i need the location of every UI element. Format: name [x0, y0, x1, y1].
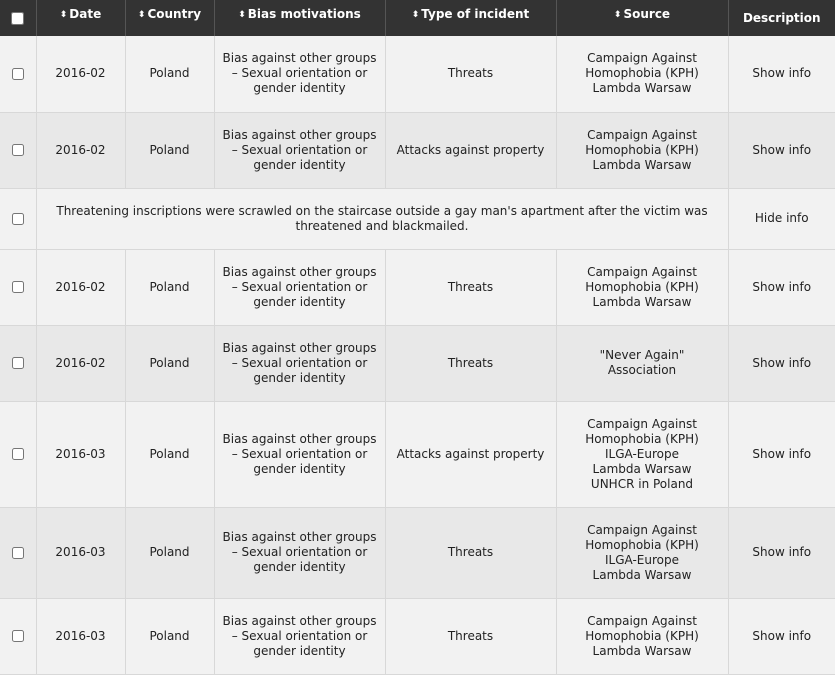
cell-date: 2016-02: [36, 249, 125, 325]
cell-country: Poland: [125, 401, 214, 507]
row-checkbox[interactable]: [12, 68, 24, 80]
table-row: [0, 507, 835, 598]
source-line: Campaign Against: [587, 522, 697, 537]
cell-type: Attacks against property: [385, 401, 556, 507]
column-header-description: Description: [728, 0, 835, 36]
cell-bias: Bias against other groups – Sexual orientation or gender identity: [214, 507, 385, 598]
table-row: [0, 249, 835, 325]
source-line: ILGA-Europe: [605, 552, 679, 567]
cell-date: 2016-02: [36, 112, 125, 188]
cell-bias: Bias against other groups – Sexual orientation or gender identity: [214, 36, 385, 112]
detail-row: [0, 188, 835, 249]
select-all-checkbox[interactable]: [11, 12, 24, 25]
source-line: Homophobia (KPH): [585, 142, 699, 157]
source-line: Lambda Warsaw: [592, 567, 692, 582]
sort-icon: ⬍: [137, 10, 146, 20]
source-line: Homophobia (KPH): [585, 537, 699, 552]
cell-source: [556, 249, 728, 325]
cell-type: Threats: [385, 36, 556, 112]
cell-date: 2016-03: [36, 507, 125, 598]
cell-country: Poland: [125, 112, 214, 188]
sort-icon: ⬍: [613, 10, 622, 20]
show-info-toggle[interactable]: Show info: [728, 598, 835, 674]
cell-source: [556, 598, 728, 674]
show-info-toggle[interactable]: Show info: [728, 401, 835, 507]
row-checkbox[interactable]: [12, 281, 24, 293]
table-row: [0, 325, 835, 401]
row-checkbox[interactable]: [12, 144, 24, 156]
cell-bias: Bias against other groups – Sexual orientation or gender identity: [214, 401, 385, 507]
cell-type: Threats: [385, 249, 556, 325]
source-line: Homophobia (KPH): [585, 628, 699, 643]
source-line: "Never Again" Association: [599, 348, 685, 377]
table-row: [0, 598, 835, 674]
cell-country: Poland: [125, 325, 214, 401]
row-checkbox[interactable]: [12, 357, 24, 369]
column-header-source[interactable]: ⬍ Source: [556, 0, 728, 36]
sort-icon: ⬍: [238, 10, 246, 20]
row-checkbox[interactable]: [12, 448, 24, 460]
incident-description: Threatening inscriptions were scrawled on the staircase outside a gay man's apartment after the victim was threatened and blackmailed.: [36, 188, 728, 249]
cell-bias: Bias against other groups – Sexual orientation or gender identity: [214, 598, 385, 674]
source-line: ILGA-Europe: [605, 446, 679, 461]
table-header-row: [0, 0, 835, 36]
column-header-type[interactable]: ⬍ Type of incident: [385, 0, 556, 36]
source-line: Homophobia (KPH): [585, 66, 699, 81]
cell-country: Poland: [125, 249, 214, 325]
cell-bias: Bias against other groups – Sexual orientation or gender identity: [214, 112, 385, 188]
cell-source: [556, 325, 728, 401]
source-line: Lambda Warsaw: [592, 294, 692, 309]
cell-type: Threats: [385, 598, 556, 674]
row-checkbox[interactable]: [12, 213, 24, 225]
table-row: [0, 401, 835, 507]
show-info-toggle[interactable]: Show info: [728, 112, 835, 188]
sort-icon: ⬍: [411, 10, 420, 20]
cell-type: Attacks against property: [385, 112, 556, 188]
source-line: Homophobia (KPH): [585, 279, 699, 294]
cell-country: Poland: [125, 507, 214, 598]
row-checkbox[interactable]: [12, 630, 24, 642]
cell-source: [556, 401, 728, 507]
column-header-bias[interactable]: ⬍ Bias motivations: [214, 0, 385, 36]
cell-bias: Bias against other groups – Sexual orientation or gender identity: [214, 249, 385, 325]
show-info-toggle[interactable]: Show info: [728, 36, 835, 112]
source-line: Lambda Warsaw: [592, 157, 692, 172]
cell-date: 2016-03: [36, 598, 125, 674]
cell-country: Poland: [125, 36, 214, 112]
cell-type: Threats: [385, 507, 556, 598]
show-info-toggle[interactable]: Show info: [728, 249, 835, 325]
source-line: Campaign Against: [587, 264, 697, 279]
column-header-country[interactable]: ⬍ Country: [125, 0, 214, 36]
source-line: UNHCR in Poland: [590, 476, 694, 491]
cell-source: [556, 112, 728, 188]
hide-info-toggle[interactable]: Hide info: [728, 188, 835, 249]
cell-date: 2016-02: [36, 325, 125, 401]
cell-country: Poland: [125, 598, 214, 674]
source-line: Campaign Against: [587, 127, 697, 142]
sort-icon: ⬍: [59, 10, 68, 20]
cell-type: Threats: [385, 325, 556, 401]
source-line: Lambda Warsaw: [592, 643, 692, 658]
source-line: Campaign Against: [587, 613, 697, 628]
column-header-date[interactable]: ⬍ Date: [36, 0, 125, 36]
row-checkbox[interactable]: [12, 547, 24, 559]
cell-date: 2016-03: [36, 401, 125, 507]
source-line: Lambda Warsaw: [592, 81, 692, 96]
cell-source: [556, 507, 728, 598]
show-info-toggle[interactable]: Show info: [728, 325, 835, 401]
table-row: [0, 36, 835, 112]
cell-bias: Bias against other groups – Sexual orientation or gender identity: [214, 325, 385, 401]
source-line: Homophobia (KPH): [585, 431, 699, 446]
source-line: Campaign Against: [587, 416, 697, 431]
source-line: Lambda Warsaw: [592, 461, 692, 476]
source-line: Campaign Against: [587, 51, 697, 66]
cell-source: [556, 36, 728, 112]
select-all-cell: [0, 0, 36, 36]
table-row: [0, 112, 835, 188]
cell-date: 2016-02: [36, 36, 125, 112]
show-info-toggle[interactable]: Show info: [728, 507, 835, 598]
